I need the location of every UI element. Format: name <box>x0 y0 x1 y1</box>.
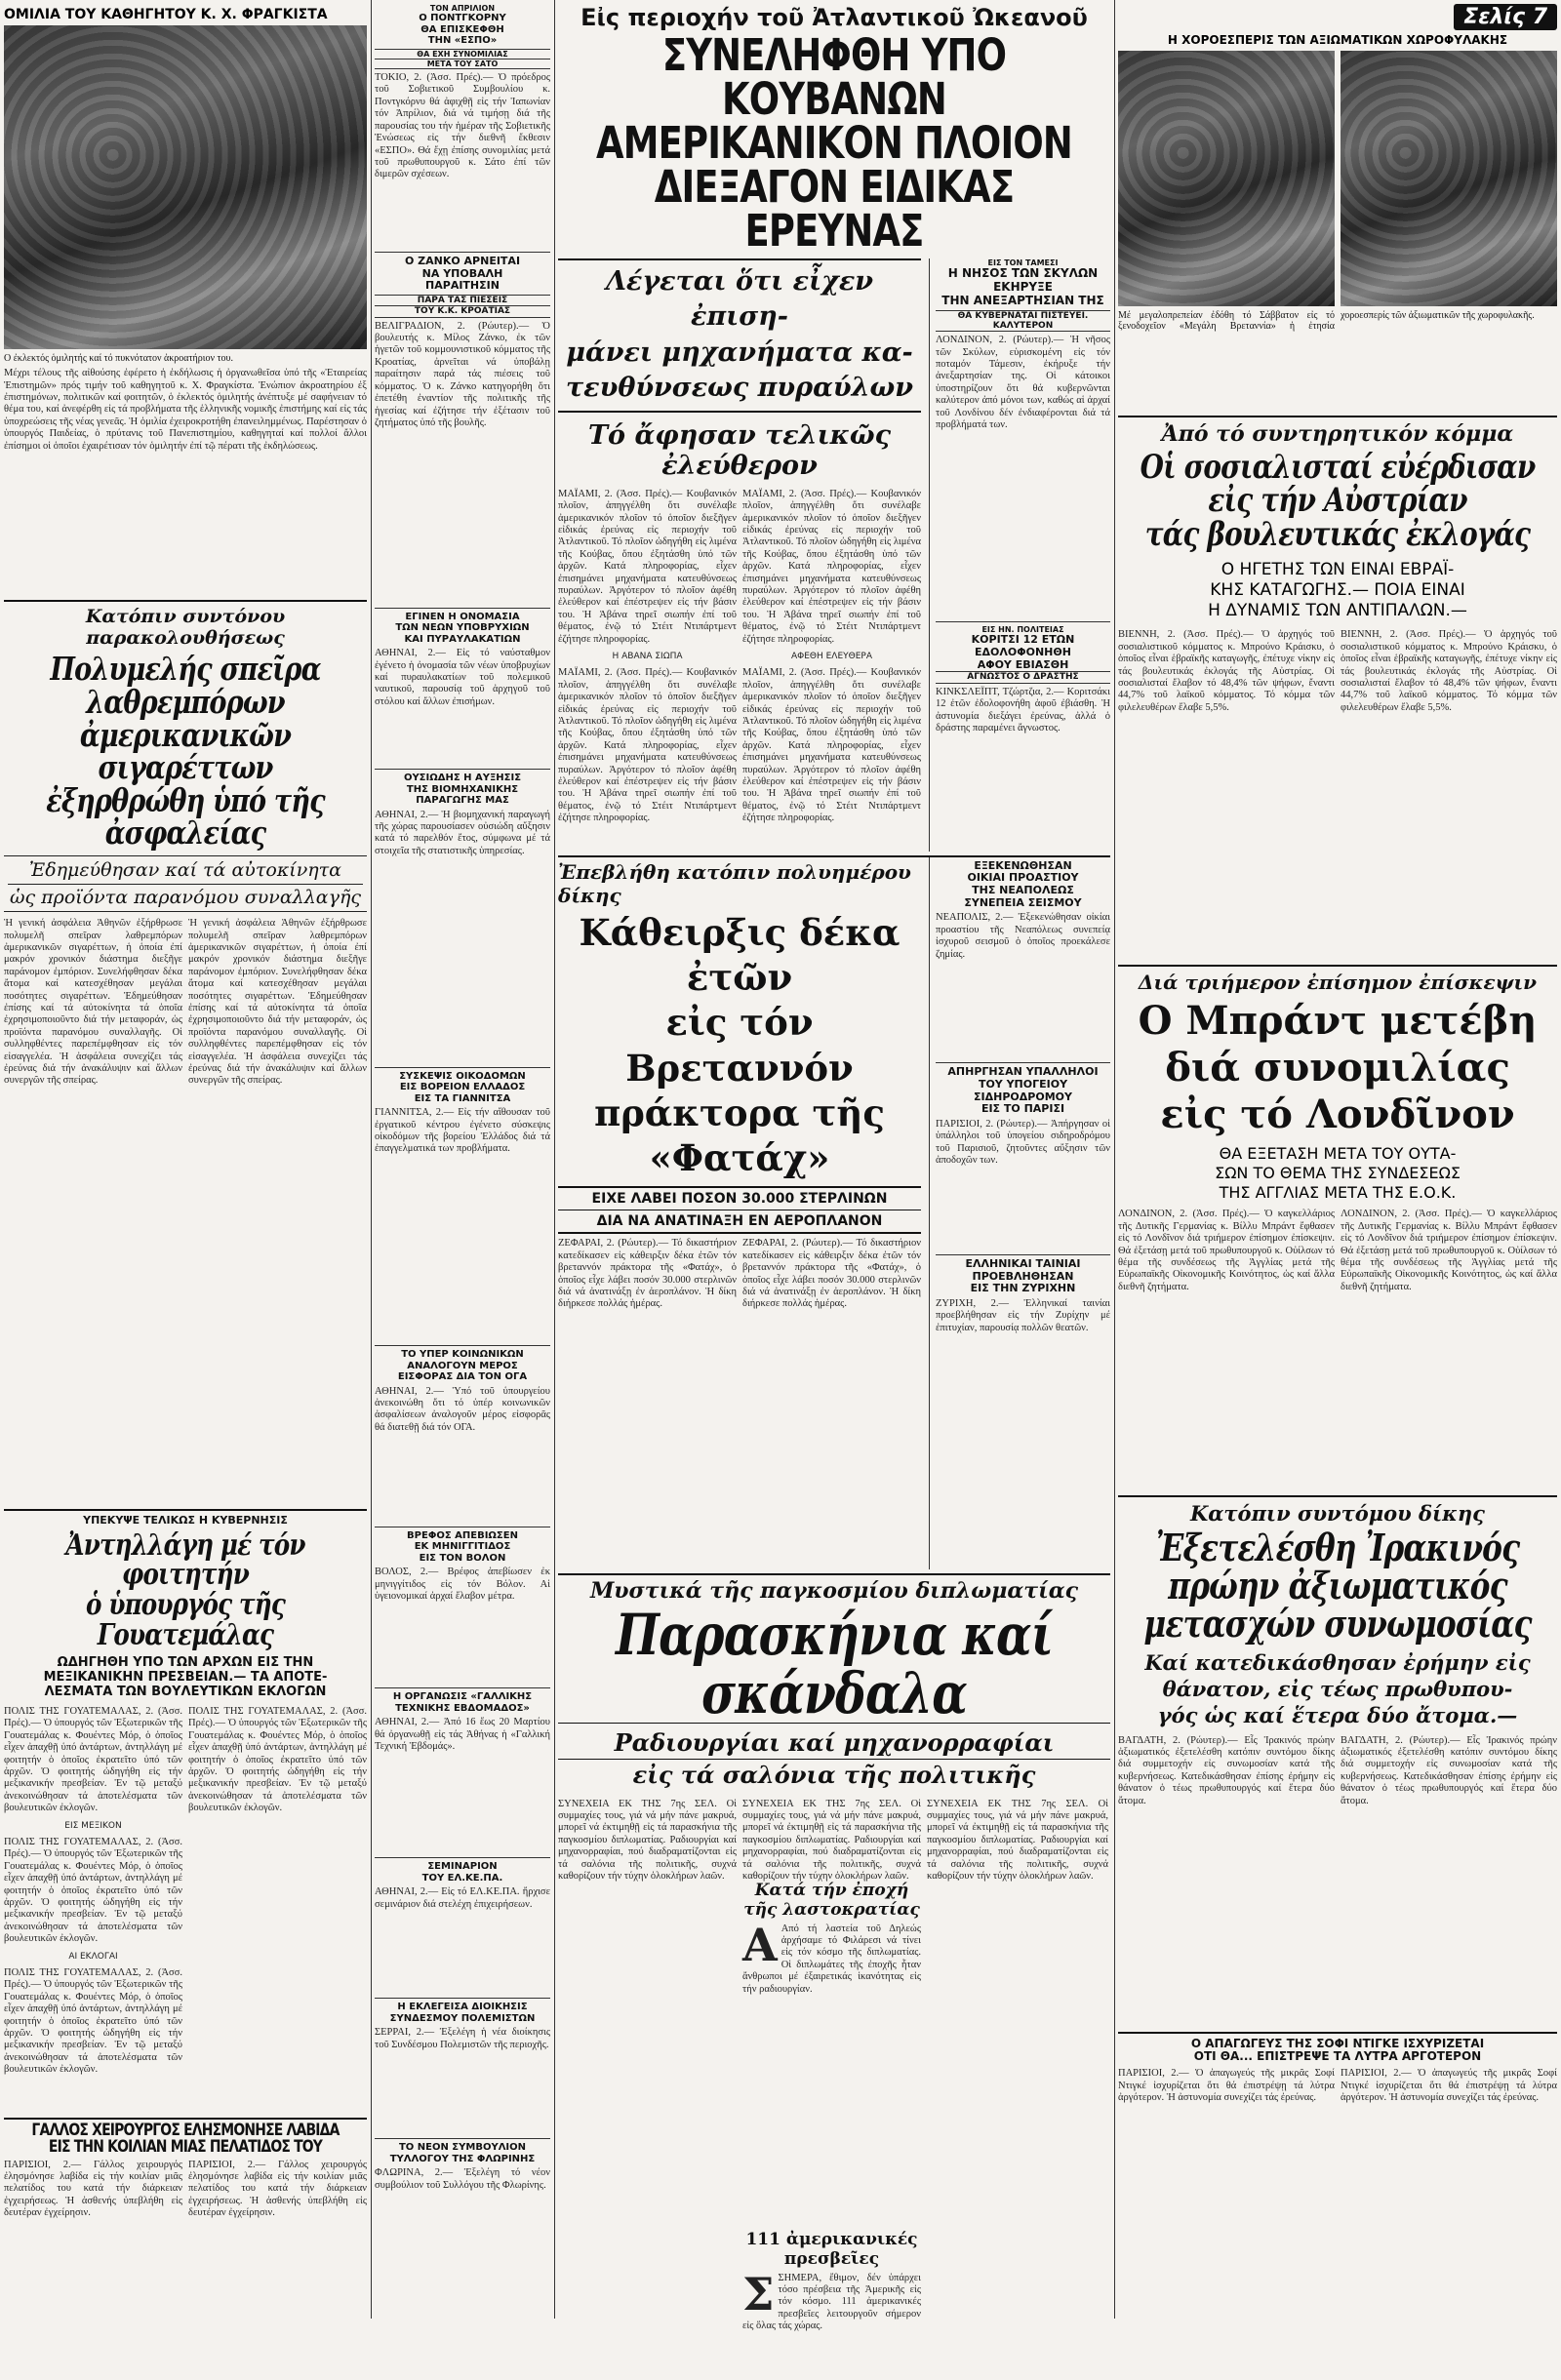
diplomacy-body-cont: ΣΥΝΕΧΕΙΑ ΕΚ ΤΗΣ 7ης ΣΕΛ. Οἱ συμμαχίες τους, γιά νά μήν πάνε μακρυά, μπορεῖ νά ἐκτιμηθῇ εἰς τά παρασκήνια τῆς παγκοσμίου διπλωματίας. Ραδιουργίαι καί μηχανορραφίαι, πού διαδραματίζονται εἰς τά σαλόνια τῆς πολιτικῆς, συχνά καθορίζουν τήν τύχην ὁλοκλήρων λαῶν. <box>742 1798 921 1882</box>
socialists-body: ΒΙΕΝΝΗ, 2. (Ἀσσ. Πρές).— Ὁ ἀρχηγός τοῦ σοσιαλιστικοῦ κόμματος κ. Μπρούνο Κράισκυ, ὁ ὁποῖος εἶναι ἑβραϊκῆς καταγωγῆς, ἐπέτυχε νίκην εἰς τάς βουλευτικάς ἐκλογάς τῆς Αὐστρίας. Οἱ σοσιαλισταί ἔλαβον τό 48,4% τῶν ψήφων, ἔναντι 44,7% τοῦ λαϊκοῦ κόμματος. Τό κόμμα τῶν φιλελευθέρων ἔλαβε 5,5%. <box>1118 629 1335 713</box>
biomixaniki-body: ΑΘΗΝΑΙ, 2.— Ἡ βιομηχανική παραγωγή τῆς χώρας παρουσίασεν οὐσιώδη αὔξησιν κατά τό παρελθόν ἔτος, σύμφωνα μέ τά στοιχεῖα τῆς στατιστικῆς ὑπηρεσίας. <box>375 809 550 856</box>
volos-headline: ΒΡΕΦΟΣ ΑΠΕΒΙΩΣΕΝ ΕΚ ΜΗΝΙΓΓΙΤΙΔΟΣ ΕΙΣ ΤΟΝ ΒΟΛΟΝ <box>407 1529 518 1564</box>
tamesis-body: ΛΟΝΔΙΝΟΝ, 2. (Ρώυτερ).— Ἡ νῆσος τῶν Σκύλων, εὑρισκομένη εἰς τόν ποταμόν Τάμεσιν, ἐκήρυξε τήν ἀνεξαρτησίαν της. Οἱ κάτοικοι ὑποστηρίζουν ὅτι θά κυβερνῶνται καλύτερον ἀπό μόνοι των, καθώς αἱ ἀρχαί τοῦ Λονδίνου δέν ἐνδιαφέρονται διά τά προβλήματά των. <box>936 335 1110 431</box>
section-badge: Σελίς 7 <box>1454 4 1557 30</box>
koinonikon-headline: ΤΟ ΥΠΕΡ ΚΟΙΝΩΝΙΚΩΝ ΑΝΑΛΟΓΟΥΝ ΜΕΡΟΣ ΕΙΣΦΟΡΑΣ ΔΙΑ ΤΟΝ ΟΓΑ <box>397 1349 528 1383</box>
choreftria-photo-right <box>1341 51 1557 306</box>
zanko-body: ΒΕΛΙΓΡΑΔΙΟΝ, 2. (Ρώυτερ).— Ὁ βουλευτής κ. Μίλος Ζάνκο, ἐκ τῶν ἡγετῶν τοῦ κομμουνιστικοῦ κόμματος τῆς Κροατίας, ἀρνεῖται νά ὑποβάλῃ παραίτησιν παρά τάς πιέσεις τοῦ κόμματος. Ὁ κ. Ζάνκο κατηγορήθη ὅτι ἐπετέθη ἐναντίον τῆς πολιτικῆς τῆς ἡγεσίας καί ἐζήτησε τήν ἐξέτασιν τοῦ ζητήματος ὑπό τῆς βουλῆς. <box>375 320 550 428</box>
tainiai-headline: ΕΛΛΗΝΙΚΑΙ ΤΑΙΝΙΑΙ ΠΡΟΕΒΛΗΘΗΣΑΝ ΕΙΣ ΤΗΝ ΖΥΡΙΧΗΝ <box>965 1256 1081 1295</box>
brandt-subheadline: ΘΑ ΕΞΕΤΑΣΗ ΜΕΤΑ ΤΟΥ ΟΥΤΑ- ΣΩΝ ΤΟ ΘΕΜΑ ΤΗΣ ΣΥΝΔΕΣΕΩΣ ΤΗΣ ΑΓΓΛΙΑΣ ΜΕΤΑ ΤΗΣ Ε.Ο.Κ. <box>1215 1144 1461 1203</box>
column-center <box>558 4 1110 2332</box>
diplomacy-headline: Παρασκήνια καί σκάνδαλα <box>615 1602 1054 1726</box>
cuba-body-cont: ΜΑΪΑΜΙ, 2. (Ἀσσ. Πρές).— Κουβανικόν πλοῖον, ἀπηγγέλθη ὅτι συνέλαβε ἀμερικανικόν πλοῖον τό ὁποῖον διεξῆγεν εἰδικάς ἐρεύνας εἰς περιοχήν τοῦ Ἀτλαντικοῦ. Τό πλοῖον ὠδηγήθη εἰς λιμένα τῆς Κούβας, ὅπου ἐξητάσθη ὑπό τῶν ἀρχῶν. Κατά πληροφορίας, εἶχεν ἐπισημάνει μηχανήματα κατευθύνσεως πυραύλων. Ἀργότερον τό πλοῖον ἀφέθη ἐλεύθερον καί ἐπέστρεψεν εἰς τήν βάσιν του. Ἡ Ἀβάνα τηρεῖ σιωπήν ἐπί τοῦ θέματος, ἐνῷ τό Στέιτ Ντιπάρτμεντ ἐζήτησε πληροφορίας. ΑΦΕΘΗ ΕΛΕΥΘΕΡΑ ΜΑΪΑΜΙ, 2. (Ἀσσ. Πρές).— Κουβανικόν πλοῖον, ἀπηγγέλθη ὅτι συνέλαβε ἀμερικανικόν πλοῖον τό ὁποῖον διεξῆγεν εἰδικάς ἐρεύνας εἰς περιοχήν τοῦ Ἀτλαντικοῦ. Τό πλοῖον ὠδηγήθη εἰς λιμένα τῆς Κούβας, ὅπου ἐξητάσθη ὑπό τῶν ἀρχῶν. Κατά πληροφορίας, εἶχεν ἐπισημάνει μηχανήματα κατευθύνσεως πυραύλων. Ἀργότερον τό πλοῖον ἀφέθη ἐλεύθερον καί ἐπέστρεψεν εἰς τήν βάσιν του. Ἡ Ἀβάνα τηρεῖ σιωπήν ἐπί τοῦ θέματος, ἐνῷ τό Στέιτ Ντιπάρτμεντ ἐζήτησε πληροφορίας. <box>742 488 921 824</box>
presbeiai-body: ΣΣΗΜΕΡΑ, ἔθιμον, δέν ὑπάρχει τόσο πρέσβεια τῆς Ἀμερικῆς εἰς τόν κόσμο. 111 ἀμερικανικές πρεσβεῖες λειτουργοῦν σήμερον εἰς ὅλας τάς χώρας. <box>742 2267 921 2332</box>
seminarion-headline: ΣΕΜΙΝΑΡΙΟΝ ΤΟΥ ΕΛ.ΚΕ.ΠΑ. <box>421 1861 503 1884</box>
socialists-body-cont: ΒΙΕΝΝΗ, 2. (Ἀσσ. Πρές).— Ὁ ἀρχηγός τοῦ σοσιαλιστικοῦ κόμματος κ. Μπρούνο Κράισκυ, ὁ ὁποῖος εἶναι ἑβραϊκῆς καταγωγῆς, ἐπέτυχε νίκην εἰς τάς βουλευτικάς ἐκλογάς τῆς Αὐστρίας. Οἱ σοσιαλισταί ἔλαβον τό 48,4% τῶν ψήφων, ἔναντι 44,7% τοῦ λαϊκοῦ κόμματος. Τό κόμμα τῶν φιλελευθέρων ἔλαβε 5,5%. <box>1341 629 1557 713</box>
irak-subheadline: Καί κατεδικάσθησαν ἐρήμην εἰς θάνατον, εἰς τέως πρωθυπου- γός ὡς καί ἕτερα δύο ἄτομα.— <box>1144 1649 1531 1728</box>
choreftria-headline: Η ΧΟΡΟΕΣΠΕΡΙΣ ΤΩΝ ΑΞΙΩΜΑΤΙΚΩΝ ΧΩΡΟΦΥΛΑΚΗΣ <box>1167 33 1508 47</box>
fragkistas-headline: ΟΜΙΛΙΑ ΤΟΥ ΚΑΘΗΓΗΤΟΥ Κ. Χ. ΦΡΑΓΚΙΣΤΑ <box>4 7 328 22</box>
trial-headline: Κάθειρξις δέκα ἐτῶν εἰς τόν Βρεταννόν πράκτορα τῆς «Φατάχ» <box>579 910 901 1179</box>
column-left <box>4 4 367 2314</box>
polemiston-body: ΣΕΡΡΑΙ, 2.— Ἐξελέγη ἡ νέα διοίκησις τοῦ Συνδέσμου Πολεμιστῶν τῆς περιοχῆς. <box>375 2027 550 2050</box>
socialists-subheadline: Ο ΗΓΕΤΗΣ ΤΩΝ ΕΙΝΑΙ ΕΒΡΑΪ- ΚΗΣ ΚΑΤΑΓΩΓΗΣ.— ΠΟΙΑ ΕΙΝΑΙ Η ΔΥΝΑΜΙΣ ΤΩΝ ΑΝΤΙΠΑΛΩΝ.— <box>1208 559 1467 621</box>
pontgkorny-body: ΤΟΚΙΟ, 2. (Ἀσσ. Πρές).— Ὁ πρόεδρος τοῦ Σοβιετικοῦ Συμβουλίου κ. Ποντγκόρνυ θά ἀφιχθῇ εἰς τήν Ἰαπωνίαν τόν Ἀπρίλιον, διά νά τιμήσῃ διά τῆς παρουσίας του τήν ἡμέραν τῆς Σοβιετικῆς Ἑνώσεως εἰς τήν διεθνῆ ἔκθεσιν «ΕΣΠΟ». Θά ἔχῃ ἐπίσης συνομιλίας μετά τοῦ πρωθυπουργοῦ κ. Σάτο ἐπί τῶν διμερῶν σχέσεων. <box>375 72 550 180</box>
smuggling-subheadline: Ἐδημεύθησαν καί τά αὐτοκίνητα ὡς προϊόντα παρανόμου συναλλαγῆς <box>4 855 367 912</box>
presbeiai-subhead: 111 ἀμερικανικές πρεσβεῖες <box>745 2229 918 2269</box>
trial-kicker: Ἐπεβλήθη κατόπιν πολυημέρου δίκης <box>558 859 911 907</box>
irak-body-cont: ΒΑΓΔΑΤΗ, 2. (Ρώυτερ).— Εἷς Ἰρακινός πρώην ἀξιωματικός ἐξετελέσθη κατόπιν συντόμου δίκης διά συμμετοχήν εἰς συνωμοσίαν κατά τῆς κυβερνήσεως. Κατεδικάσθησαν ἐπίσης ἐρήμην εἰς θάνατον ὁ τέως πρωθυπουργός καί ἕτερα δύο ἄτομα. <box>1341 1734 1557 1806</box>
biomixaniki-headline: ΟΥΣΙΩΔΗΣ Η ΑΥΞΗΣΙΣ ΤΗΣ ΒΙΟΜΗΧΑΝΙΚΗΣ ΠΑΡΑΓΩΓΗΣ ΜΑΣ <box>403 773 522 807</box>
florina-headline: ΤΟ ΝΕΟΝ ΣΥΜΒΟΥΛΙΟΝ ΤΥΛΛΟΓΟΥ ΤΗΣ ΦΛΩΡΙΝΗΣ <box>389 2142 536 2164</box>
smuggling-kicker: Κατόπιν συντόνου παρακολουθήσεως <box>85 606 286 650</box>
brandt-kicker: Διά τριήμερον ἐπίσημον ἐπίσκεψιν <box>1138 971 1538 995</box>
seismos-headline: ΕΞΕΚΕΝΩΘΗΣΑΝ ΟΙΚΙΑΙ ΠΡΟΑΣΤΙΟΥ ΤΗΣ ΝΕΑΠΟΛΕΩΣ ΣΥΝΕΠΕΙΑ ΣΕΙΣΜΟΥ <box>964 858 1082 909</box>
irak-kicker: Κατόπιν συντόμου δίκης <box>1190 1501 1485 1527</box>
oikodomon-body: ΓΙΑΝΝΙΤΣΑ, 2.— Εἰς τήν αἴθουσαν τοῦ ἐργατικοῦ κέντρου ἐγένετο σύσκεψις οἰκοδόμων τῆς βορείου Ἑλλάδος διά τά ἐπαγγελματικά των προβλήματα. <box>375 1107 550 1155</box>
guatemala-subheadline: ΩΔΗΓΗΘΗ ΥΠΟ ΤΩΝ ΑΡΧΩΝ ΕΙΣ ΤΗΝ ΜΕΞΙΚΑΝΙΚΗΝ ΠΡΕΣΒΕΙΑΝ.— ΤΑ ΑΠΟΤΕ- ΛΕΣΜΑΤΑ ΤΩΝ ΒΟΥΛΕΥΤΙΚΩΝ ΕΚΛΟΓΩΝ <box>43 1655 328 1700</box>
fragkistas-photo <box>4 25 367 349</box>
guatemala-body-cont: ΠΟΛΙΣ ΤΗΣ ΓΟΥΑΤΕΜΑΛΑΣ, 2. (Ἀσσ. Πρές).— Ὁ ὑπουργός τῶν Ἐξωτερικῶν τῆς Γουατεμάλας κ. Φουέντες Μόρ, ὁ ὁποῖος εἶχεν ἀπαχθῇ ὑπό ἀντάρτων, ἀντηλλάγη μέ φοιτητήν ὁ ὁποῖος ἐκρατεῖτο ὑπό τῶν ἀρχῶν. Ὁ φοιτητής ὠδηγήθη εἰς τήν μεξικανικήν πρεσβείαν. Ἐν τῷ μεταξύ ἀνεκοινώθησαν τά ἀποτελέσματα τῶν βουλευτικῶν ἐκλογῶν. <box>188 1705 367 1814</box>
polemiston-headline: Η ΕΚΛΕΓΕΙΣΑ ΔΙΟΙΚΗΣΙΣ ΣΥΝΔΕΣΜΟΥ ΠΟΛΕΜΙΣΤΩΝ <box>389 2002 536 2024</box>
oikodomon-headline: ΣΥΣΚΕΨΙΣ ΟΙΚΟΔΟΜΩΝ ΕΙΣ ΒΟΡΕΙΟΝ ΕΛΛΑΔΟΣ ΕΙΣ ΤΑ ΓΙΑΝΝΙΤΣΑ <box>399 1070 526 1104</box>
pontgkorny-headline: ΤΟΝ ΑΠΡΙΛΙΟΝ Ο ΠΟΝΤΓΚΟΡΝΥ ΘΑ ΕΠΙΣΚΕΦΘΗ ΤΗΝ «ΕΣΠΟ» ΘΑ ΕΧΗ ΣΥΝΟΜΙΛΙΑΣ ΜΕΤΑ ΤΟΥ ΣΑΤΟ <box>375 4 550 69</box>
trial-subheadline: ΕΙΧΕ ΛΑΒΕΙ ΠΟΣΟΝ 30.000 ΣΤΕΡΛΙΝΩΝ ΔΙΑ ΝΑ ΑΝΑΤΙΝΑΞΗ ΕΝ ΑΕΡΟΠΛΑΝΟΝ <box>558 1186 921 1234</box>
brandt-body: ΛΟΝΔΙΝΟΝ, 2. (Ἀσσ. Πρές).— Ὁ καγκελλάριος τῆς Δυτικῆς Γερμανίας κ. Βίλλυ Μπράντ ἔφθασεν εἰς τό Λονδῖνον διά τριήμερον ἐπίσημον ἐπίσκεψιν. Θά ἐξετάσῃ μετά τοῦ πρωθυπουργοῦ κ. Οὐίλσων τό θέμα τῆς συνδέσεως τῆς Ἀγγλίας μετά τῆς Εὐρωπαϊκῆς Οἰκονομικῆς Κοινότητος, ὡς καί ἄλλα διεθνῆ ζητήματα. <box>1118 1209 1335 1292</box>
politeia-headline: ΕΙΣ ΗΝ. ΠΟΛΙΤΕΙΑΣ ΚΟΡΙΤΣΙ 12 ΕΤΩΝ ΕΔΟΛΟΦΟΝΗΘΗ ΑΦΟΥ ΕΒΙΑΣΘΗ ΑΓΝΩΣΤΟΣ Ο ΔΡΑΣΤΗΣ <box>936 622 1110 686</box>
seminarion-body: ΑΘΗΝΑΙ, 2.— Εἰς τό ΕΛ.ΚΕ.ΠΑ. ἤρχισε σεμινάριον διά στελέχη ἐπιχειρήσεων. <box>375 1886 550 1910</box>
smuggling-body: Ἡ γενική ἀσφάλεια Ἀθηνῶν ἐξήρθρωσε πολυμελῆ σπεῖραν λαθρεμπόρων ἀμερικανικῶν σιγαρέττων, ἡ ὁποία ἐπί μακρόν χρονικόν διάστημα διεξῆγε παράνομον ἐμπόριον. Συνελήφθησαν δέκα ἄτομα καί κατεσχέθησαν μεγάλαι ποσότητες σιγαρέττων. Ἐδημεύθησαν ἐπίσης καί τά αὐτοκίνητα τά ὁποῖα ἐχρησιμοποιοῦντο διά τήν μεταφοράν, ὡς προϊόντα παρανόμου συναλλαγῆς. Οἱ συλληφθέντες παρεπέμφθησαν εἰς τόν εἰσαγγελέα. Ἡ ἀσφάλεια συνεχίζει τάς ἐρεύνας διά τήν ἀνακάλυψιν καί ἄλλων συνεργῶν τῆς σπείρας. <box>4 918 182 1087</box>
galliki-headline: Η ΟΡΓΑΝΩΣΙΣ «ΓΑΛΛΙΚΗΣ ΤΕΧΝΙΚΗΣ ΕΒΔΟΜΑΔΟΣ» <box>392 1691 533 1714</box>
trial-body: ΖΕΦΑΡΑΙ, 2. (Ρώυτερ).— Τό δικαστήριον κατεδίκασεν εἰς κάθειρξιν δέκα ἐτῶν τόν βρεταννόν πράκτορα τῆς «Φατάχ», ὁ ὁποῖος εἶχε λάβει ποσόν 30.000 στερλινῶν διά νά ἀνατινάξῃ ἐν ἀεροπλάνον. Ἡ δίκη διήρκεσε πολλάς ἡμέρας. <box>558 1238 737 1310</box>
tainiai-body: ΖΥΡΙΧΗ, 2.— Ἑλληνικαί ταινίαι προεβλήθησαν εἰς τήν Ζυρίχην μέ ἐπιτυχίαν, παρουσίᾳ πολλῶν θεατῶν. <box>936 1297 1110 1333</box>
apergia-body: ΠΑΡΙΣΙΟΙ, 2. (Ρώυτερ).— Ἀπήργησαν οἱ ὑπάλληλοι τοῦ ὑπογείου σιδηροδρόμου τοῦ Παρισιοῦ, ζητοῦντες αὔξησιν τῶν ἀποδοχῶν των. <box>936 1118 1110 1167</box>
smuggling-headline: Πολυμελής σπεῖρα λαθρεμπόρων ἀμερικανικῶν σιγαρέττων ἐξηρθρώθη ὑπό τῆς ἀσφαλείας <box>46 650 325 853</box>
onomasia-headline: ΕΓΙΝΕΝ Η ΟΝΟΜΑΣΙΑ ΤΩΝ ΝΕΩΝ ΥΠΟΒΡΥΧΙΩΝ ΚΑΙ ΠΥΡΑΥΛΑΚΑΤΙΩΝ <box>395 611 530 645</box>
cuba-headline: ΣΥΝΕΛΗΦΘΗ ΥΠΟ ΚΟΥΒΑΝΩΝ ΑΜΕΡΙΚΑΝΙΚΟΝ ΠΛΟΙΟΝ ΔΙΕΞΑΓΟΝ ΕΙΔΙΚΑΣ ΕΡΕΥΝΑΣ <box>596 29 1072 257</box>
cuba-body: ΜΑΪΑΜΙ, 2. (Ἀσσ. Πρές).— Κουβανικόν πλοῖον, ἀπηγγέλθη ὅτι συνέλαβε ἀμερικανικόν πλοῖον τό ὁποῖον διεξῆγεν εἰδικάς ἐρεύνας εἰς περιοχήν τοῦ Ἀτλαντικοῦ. Τό πλοῖον ὠδηγήθη εἰς λιμένα τῆς Κούβας, ὅπου ἐξητάσθη ὑπό τῶν ἀρχῶν. Κατά πληροφορίας, εἶχεν ἐπισημάνει μηχανήματα κατευθύνσεως πυραύλων. Ἀργότερον τό πλοῖον ἀφέθη ἐλεύθερον καί ἐπέστρεψεν εἰς τήν βάσιν του. Ἡ Ἀβάνα τηρεῖ σιωπήν ἐπί τοῦ θέματος, ἐνῷ τό Στέιτ Ντιπάρτμεντ ἐζήτησε πληροφορίας. Η ΑΒΑΝΑ ΣΙΩΠΑ ΜΑΪΑΜΙ, 2. (Ἀσσ. Πρές).— Κουβανικόν πλοῖον, ἀπηγγέλθη ὅτι συνέλαβε ἀμερικανικόν πλοῖον τό ὁποῖον διεξῆγεν εἰδικάς ἐρεύνας εἰς περιοχήν τοῦ Ἀτλαντικοῦ. Τό πλοῖον ὠδηγήθη εἰς λιμένα τῆς Κούβας, ὅπου ἐξητάσθη ὑπό τῶν ἀρχῶν. Κατά πληροφορίας, εἶχεν ἐπισημάνει μηχανήματα κατευθύνσεως πυραύλων. Ἀργότερον τό πλοῖον ἀφέθη ἐλεύθερον καί ἐπέστρεψεν εἰς τήν βάσιν του. Ἡ Ἀβάνα τηρεῖ σιωπήν ἐπί τοῦ θέματος, ἐνῷ τό Στέιτ Ντιπάρτμεντ ἐζήτησε πληροφορίας. <box>558 488 737 824</box>
florina-body: ΦΛΩΡΙΝΑ, 2.— Ἐξελέγη τό νέον συμβούλιον τοῦ Συλλόγου τῆς Φλωρίνης. <box>375 2167 550 2191</box>
diplomacy-subheadline: Ραδιουργίαι καί μηχανορραφίαι εἰς τά σαλόνια τῆς πολιτικῆς <box>558 1723 1110 1796</box>
drop-cap-a: Α <box>742 1918 778 1971</box>
diplomacy-kicker: Μυστικά τῆς παγκοσμίου διπλωματίας <box>589 1578 1079 1605</box>
diplomacy-body-third: ΣΥΝΕΧΕΙΑ ΕΚ ΤΗΣ 7ης ΣΕΛ. Οἱ συμμαχίες τους, γιά νά μήν πάνε μακρυά, μπορεῖ νά ἐκτιμηθῇ εἰς τά παρασκήνια τῆς παγκοσμίου διπλωματίας. Ραδιουργίαι καί μηχανορραφίαι, πού διαδραματίζονται εἰς τά σαλόνια τῆς πολιτικῆς, συχνά καθορίζουν τήν τύχην ὁλοκλήρων λαῶν. <box>927 1798 1108 1882</box>
lastokratia-subhead: Κατά τήν ἐποχή τῆς λαστοκρατίας <box>743 1880 920 1920</box>
ai-ekloghai-subhead: ΑΙ ΕΚΛΟΓΑΙ <box>68 1951 118 1962</box>
socialists-headline: Οἱ σοσιαλισταί εὐέρδισαν εἰς τήν Αὐστρίαν τάς βουλευτικάς ἐκλογάς <box>1140 447 1536 554</box>
seismos-body: ΝΕΑΠΟΛΙΣ, 2.— Ἐξεκενώθησαν οἰκίαι προαστίου τῆς Νεαπόλεως συνεπείᾳ ἰσχυροῦ σεισμοῦ ὁ ὁποῖος προεκάλεσε ζημίας. <box>936 912 1110 960</box>
brandt-headline: Ο Μπράντ μετέβη διά συνομιλίας εἰς τό Λονδῖνον <box>1138 998 1538 1138</box>
trial-body-cont: ΖΕΦΑΡΑΙ, 2. (Ρώυτερ).— Τό δικαστήριον κατεδίκασεν εἰς κάθειρξιν δέκα ἐτῶν τόν βρεταννόν πράκτορα τῆς «Φατάχ», ὁ ὁποῖος εἶχε λάβει ποσόν 30.000 στερλινῶν διά νά ἀνατινάξῃ ἐν ἀεροπλάνον. Ἡ δίκη διήρκεσε πολλάς ἡμέρας. <box>742 1238 921 1310</box>
irak-headline: Ἐξετελέσθη Ἰρακινός πρώην ἀξιωματικός μετασχών συνωμοσίας <box>1143 1526 1532 1646</box>
tamesis-headline: ΕΙΣ ΤΟΝ ΤΑΜΕΣΙ Η ΝΗΣΟΣ ΤΩΝ ΣΚΥΛΩΝ ΕΚΗΡΥΞΕ ΤΗΝ ΑΝΕΞΑΡΤΗΣΙΑΝ ΤΗΣ ΘΑ ΚΥΒΕΡΝΑΤΑΙ ΠΙΣΤΕΥΕΙ. ΚΑΛΥΤΕΡΟΝ <box>936 258 1110 332</box>
sofi-headline: Ο ΑΠΑΓΩΓΕΥΣ ΤΗΣ ΣΟΦΙ ΝΤΙΓΚΕ ΙΣΧΥΡΙΖΕΤΑΙ ΟΤΙ ΘΑ... ΕΠΙΣΤΡΕΨΕ ΤΑ ΛΥΤΡΑ ΑΡΓΟΤΕΡΟΝ <box>1190 2036 1485 2064</box>
zanko-headline: Ο ΖΑΝΚΟ ΑΡΝΕΙΤΑΙ ΝΑ ΥΠΟΒΑΛΗ ΠΑΡΑΙΤΗΣΙΝ ΠΑΡΑ ΤΑΣ ΠΙΕΣΕΙΣ ΤΟΥ Κ.Κ. ΚΡΟΑΤΙΑΣ <box>375 253 550 321</box>
column-right <box>1118 4 1557 2314</box>
onomasia-body: ΑΘΗΝΑΙ, 2.— Εἰς τό ναύσταθμον ἐγένετο ἡ ὀνομασία τῶν νέων ὑποβρυχίων καί πυραυλακατίων τοῦ πολεμικοῦ ναυτικοῦ, παρουσίᾳ τοῦ ἀρχηγοῦ τοῦ στόλου καί ἄλλων ἐπισήμων. <box>375 648 550 707</box>
lavida-headline: ΓΑΛΛΟΣ ΧΕΙΡΟΥΡΓΟΣ ΕΛΗΣΜΟΝΗΣΕ ΛΑΒΙΔΑ ΕΙΣ ΤΗΝ ΚΟΙΛΙΑΝ ΜΙΑΣ ΠΕΛΑΤΙΔΟΣ ΤΟΥ <box>31 2120 340 2158</box>
diplomacy-body: ΣΥΝΕΧΕΙΑ ΕΚ ΤΗΣ 7ης ΣΕΛ. Οἱ συμμαχίες τους, γιά νά μήν πάνε μακρυά, μπορεῖ νά ἐκτιμηθῇ εἰς τά παρασκήνια τῆς παγκοσμίου διπλωματίας. Ραδιουργίαι καί μηχανορραφίαι, πού διαδραματίζονται εἰς τά σαλόνια τῆς πολιτικῆς, συχνά καθορίζουν τήν τύχην ὁλοκλήρων λαῶν. <box>558 1798 737 1882</box>
cuba-subheadline: Λέγεται ὅτι εἶχεν ἐπιση- μάνει μηχανήματα κα- τευθύνσεως πυραύλων <box>558 258 921 413</box>
afethi-subhead: ΑΦΕΘΗ ΕΛΕΥΘΕΡΑ <box>790 652 873 662</box>
sofi-body: ΠΑΡΙΣΙΟΙ, 2.— Ὁ ἀπαγωγεύς τῆς μικρᾶς Σοφί Ντιγκέ ἰσχυρίζεται ὅτι θά ἐπιστρέψῃ τά λύτρα ἀργότερον. Ἡ ἀστυνομία συνεχίζει τάς ἐρεύνας. <box>1118 2068 1335 2103</box>
atlantic-kicker: Εἰς περιοχήν τοῦ Ἀτλαντικοῦ Ὠκεανοῦ <box>580 4 1088 31</box>
smuggling-body-cont: Ἡ γενική ἀσφάλεια Ἀθηνῶν ἐξήρθρωσε πολυμελῆ σπεῖραν λαθρεμπόρων ἀμερικανικῶν σιγαρέττων, ἡ ὁποία ἐπί μακρόν χρονικόν διάστημα διεξῆγε παράνομον ἐμπόριον. Συνελήφθησαν δέκα ἄτομα καί κατεσχέθησαν μεγάλαι ποσότητες σιγαρέττων. Ἐδημεύθησαν ἐπίσης καί τά αὐτοκίνητα τά ὁποῖα ἐχρησιμοποιοῦντο διά τήν μεταφοράν, ὡς προϊόντα παρανόμου συναλλαγῆς. Οἱ συλληφθέντες παρεπέμφθησαν εἰς τόν εἰσαγγελέα. Ἡ ἀσφάλεια συνεχίζει τάς ἐρεύνας διά τήν ἀνακάλυψιν καί ἄλλων συνεργῶν τῆς σπείρας. <box>188 918 367 1087</box>
fragkistas-caption: Ο ἐκλεκτός ὁμιλητής καί τό πυκνότατον ἀκροατήριον του. <box>4 352 233 364</box>
cuba-released-headline: Τό ἄφησαν τελικῶς ἐλεύθερον <box>587 419 892 481</box>
koinonikon-body: ΑΘΗΝΑΙ, 2.— Ὑπό τοῦ ὑπουργείου ἀνεκοινώθη ὅτι τό ὑπέρ κοινωνικῶν ἀσφαλίσεων ἀναλογοῦν μέρος εἰσφορᾶς θά διατεθῇ διά τόν ΟΓΑ. <box>375 1385 550 1433</box>
choreftria-caption: Μέ μεγαλοπρεπείαν ἐδόθη τό Σάββατον εἰς τό ξενοδοχεῖον «Μεγάλη Βρεταννία» ἡ ἐτησία χοροεσπερίς τῶν ἀξιωματικῶν τῆς χωροφυλακῆς. <box>1118 309 1535 333</box>
socialists-kicker: Ἀπό τό συντηρητικόν κόμμα <box>1161 420 1514 447</box>
choreftria-photo-left <box>1118 51 1335 306</box>
brandt-body-cont: ΛΟΝΔΙΝΟΝ, 2. (Ἀσσ. Πρές).— Ὁ καγκελλάριος τῆς Δυτικῆς Γερμανίας κ. Βίλλυ Μπράντ ἔφθασεν εἰς τό Λονδῖνον διά τριήμερον ἐπίσημον ἐπίσκεψιν. Θά ἐξετάσῃ μετά τοῦ πρωθυπουργοῦ κ. Οὐίλσων τό θέμα τῆς συνδέσεως τῆς Ἀγγλίας μετά τῆς Εὐρωπαϊκῆς Οἰκονομικῆς Κοινότητος, ὡς καί ἄλλα διεθνῆ ζητήματα. <box>1341 1209 1557 1292</box>
guatemala-kicker: ΥΠΕΚΥΨΕ ΤΕΛΙΚΩΣ Η ΚΥΒΕΡΝΗΣΙΣ <box>83 1514 288 1527</box>
galliki-body: ΑΘΗΝΑΙ, 2.— Ἀπό 16 ἕως 20 Μαρτίου θά ὀργανωθῇ εἰς τάς Ἀθήνας ἡ «Γαλλική Τεχνική Ἑβδομάς». <box>375 1717 550 1752</box>
politeia-body: ΚΙΝΚΣΛΕΪΠΤ, Τζώρτζια, 2.— Κοριτσάκι 12 ἐτῶν ἐδολοφονήθη ἀφοῦ ἐβιάσθη. Ἡ ἀστυνομία διεξάγει ἐρεύνας, ἀλλά ὁ δράστης παραμένει ἄγνωστος. <box>936 686 1110 734</box>
drop-cap-s: Σ <box>742 2267 775 2320</box>
column-second <box>375 4 550 2314</box>
irak-body: ΒΑΓΔΑΤΗ, 2. (Ρώυτερ).— Εἷς Ἰρακινός πρώην ἀξιωματικός ἐξετελέσθη κατόπιν συντόμου δίκης διά συμμετοχήν εἰς συνωμοσίαν κατά τῆς κυβερνήσεως. Κατεδικάσθησαν ἐπίσης ἐρήμην εἰς θάνατον ὁ τέως πρωθυπουργός καί ἕτερα δύο ἄτομα. <box>1118 1734 1335 1806</box>
apergia-headline: ΑΠΗΡΓΗΣΑΝ ΥΠΑΛΛΗΛΟΙ ΤΟΥ ΥΠΟΓΕΙΟΥ ΣΙΔΗΡΟΔΡΟΜΟΥ ΕΙΣ ΤΟ ΠΑΡΙΣΙ <box>947 1065 1099 1116</box>
fragkistas-body: Μέχρι τέλους τῆς αἰθούσης ἐφέρετο ἡ ἐκδήλωσις ἡ ὀργανωθεῖσα ὑπό τῆς «Ἑταιρείας Ἐπιστημῶν» πρός τιμήν τοῦ καθηγητοῦ κ. Χ. Φραγκίστα. Ἐνώπιον ἀκροατηρίου ἐξ ἐπιστημόνων, πολιτικῶν καί φοιτητῶν, ὁ ἐκλεκτός ὁμιλητής ἀνέπτυξε μέ σαφήνειαν τό θέμα του, καί ἀνεφέρθη εἰς τά προβλήματα τῆς ἑλληνικῆς νομικῆς ἐπιστήμης καί εἰς τάς ὑποχρεώσεις τῆς νέας γενεᾶς. Ἡ ὁμιλία ἐχειροκροτήθη ἐπανειλημμένως. Παρέστησαν ὁ ὑπουργός Παιδείας, ὁ πρύτανις τοῦ Πανεπιστημίου, καθηγηταί καί πολλοί ἄλλοι ἐπίσημοι οἱ ὁποῖοι ἐχαιρέτισαν τόν ὁμιλητήν ἐπί τῷ πέρατι τῆς ἐκδηλώσεως. <box>4 368 367 452</box>
volos-body: ΒΟΛΟΣ, 2.— Βρέφος ἀπεβίωσεν ἐκ μηνιγγίτιδος εἰς τόν Βόλον. Αἱ ὑγειονομικαί ἀρχαί ἔλαβον μέτρα. <box>375 1567 550 1602</box>
sofi-body-cont: ΠΑΡΙΣΙΟΙ, 2.— Ὁ ἀπαγωγεύς τῆς μικρᾶς Σοφί Ντιγκέ ἰσχυρίζεται ὅτι θά ἐπιστρέψῃ τά λύτρα ἀργότερον. Ἡ ἀστυνομία συνεχίζει τάς ἐρεύνας. <box>1341 2068 1557 2103</box>
lavida-body: ΠΑΡΙΣΙΟΙ, 2.— Γάλλος χειρουργός ἐλησμόνησε λαβίδα εἰς τήν κοιλίαν μιᾶς πελατίδος του κατά τήν διάρκειαν ἐγχειρήσεως. Ἡ ἀσθενής ὑπεβλήθη εἰς δευτέραν ἐγχείρησιν. <box>4 2159 182 2219</box>
guatemala-headline: Ἀντηλλάγη μέ τόν φοιτητήν ὁ ὑπουργός τῆς Γουατεμάλας <box>65 1527 305 1652</box>
lavida-body-cont: ΠΑΡΙΣΙΟΙ, 2.— Γάλλος χειρουργός ἐλησμόνησε λαβίδα εἰς τήν κοιλίαν μιᾶς πελατίδος του κατά τήν διάρκειαν ἐγχειρήσεως. Ἡ ἀσθενής ὑπεβλήθη εἰς δευτέραν ἐγχείρησιν. <box>188 2159 367 2219</box>
lastokratia-body: Α Από τή λαστεία τοῦ Δηλεώς ἀρχήσαμε τό Φιλάρεσι νά τίνει εἰς τόν κόσμο τῆς διπλωματίας. Οἱ διπλωμάτες τῆς ἐποχῆς ἦταν ἄνθρωποι μέ ἐξαιρετικάς ἱκανότητας εἰς τήν ραδιουργίαν. <box>742 1918 921 1995</box>
eis-mexikon-subhead: ΕΙΣ ΜΕΞΙΚΟΝ <box>64 1820 122 1831</box>
guatemala-body: ΠΟΛΙΣ ΤΗΣ ΓΟΥΑΤΕΜΑΛΑΣ, 2. (Ἀσσ. Πρές).— Ὁ ὑπουργός τῶν Ἐξωτερικῶν τῆς Γουατεμάλας κ. Φουέντες Μόρ, ὁ ὁποῖος εἶχεν ἀπαχθῇ ὑπό ἀντάρτων, ἀντηλλάγη μέ φοιτητήν ὁ ὁποῖος ἐκρατεῖτο ὑπό τῶν ἀρχῶν. Ὁ φοιτητής ὠδηγήθη εἰς τήν μεξικανικήν πρεσβείαν. Ἐν τῷ μεταξύ ἀνεκοινώθησαν τά ἀποτελέσματα τῶν βουλευτικῶν ἐκλογῶν. ΕΙΣ ΜΕΞΙΚΟΝ ΠΟΛΙΣ ΤΗΣ ΓΟΥΑΤΕΜΑΛΑΣ, 2. (Ἀσσ. Πρές).— Ὁ ὑπουργός τῶν Ἐξωτερικῶν τῆς Γουατεμάλας κ. Φουέντες Μόρ, ὁ ὁποῖος εἶχεν ἀπαχθῇ ὑπό ἀντάρτων, ἀντηλλάγη μέ φοιτητήν ὁ ὁποῖος ἐκρατεῖτο ὑπό τῶν ἀρχῶν. Ὁ φοιτητής ὠδηγήθη εἰς τήν μεξικανικήν πρεσβείαν. Ἐν τῷ μεταξύ ἀνεκοινώθησαν τά ἀποτελέσματα τῶν βουλευτικῶν ἐκλογῶν. ΑΙ ΕΚΛΟΓΑΙ ΠΟΛΙΣ ΤΗΣ ΓΟΥΑΤΕΜΑΛΑΣ, 2. (Ἀσσ. Πρές).— Ὁ ὑπουργός τῶν Ἐξωτερικῶν τῆς Γουατεμάλας κ. Φουέντες Μόρ, ὁ ὁποῖος εἶχεν ἀπαχθῇ ὑπό ἀντάρτων, ἀντηλλάγη μέ φοιτητήν ὁ ὁποῖος ἐκρατεῖτο ὑπό τῶν ἀρχῶν. Ὁ φοιτητής ὠδηγήθη εἰς τήν μεξικανικήν πρεσβείαν. Ἐν τῷ μεταξύ ἀνεκοινώθησαν τά ἀποτελέσματα τῶν βουλευτικῶν ἐκλογῶν. <box>4 1705 182 2076</box>
avana-subhead: Η ΑΒΑΝΑ ΣΙΩΠΑ <box>612 652 683 662</box>
